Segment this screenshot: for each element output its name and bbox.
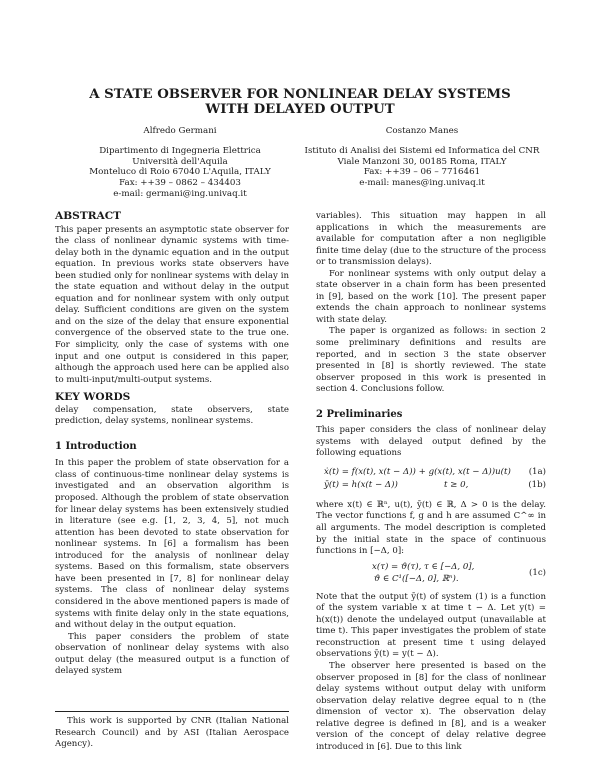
footnote-rule: [55, 711, 289, 712]
paragraph-chain-approach: For nonlinear systems with only output delay a state observer in a chain form has been presented in [9], based on the work [10]. The present paper extends the chain approach to nonlinear systems with state delay.: [316, 268, 546, 325]
author-email: e-mail: germani@ing.univaq.it: [113, 188, 247, 199]
footnote: This work is supported by CNR (Italian National Research Council) and by ASI (Italian Aerospace Agency).: [55, 716, 289, 749]
introduction-paragraph-2: This paper considers the problem of state observation of nonlinear delay systems with also output delay (the measured output is a function of delayed system: [55, 631, 289, 677]
abstract-text: This paper presents an asymptotic state observer for the class of nonlinear dynamic systems with time-delay both in the dynamic equation and in the output equation. In previous works state observers have been studied only for nonlinear systems with delay in the state equation and without delay in the output equation and for nonlinear system with only output delay. Sufficient conditions are given on the system and on the size of the delay that ensure exponential convergence of the observed state to the true one. For simplicity, only the case of systems with one input and one output is considered in this paper, although the approach used here can be applied also to multi-input/multi-output systems.: [55, 224, 289, 385]
equation-block-1ab: [316, 466, 546, 496]
equation-number-1a: (1a): [528, 466, 546, 477]
author-name: Alfredo Germani: [143, 126, 217, 136]
equation-1b: ȳ(t) = h(x(t − Δ)): [324, 479, 398, 490]
author-affiliation-line: Viale Manzoni 30, 00185 Roma, ITALY: [337, 156, 507, 167]
title-line-1: A STATE OBSERVER FOR NONLINEAR DELAY SYSTEMS: [89, 87, 511, 102]
paragraph-continuation: variables). This situation may happen in all applications in which the measurements are available for computation after a non negligible finite time delay (due to the structure of the process or to transmission delays).: [316, 211, 546, 268]
equation-number-1c: (1c): [529, 567, 546, 578]
paragraph-note: Note that the output ȳ(t) of system (1) is a function of the system variable x at time t − Δ. Let y(t) = h(x(t)) denote the undelayed output (unavailable at time t). This paper investigates the problem of state reconstruction at present time t using delayed observations ȳ(t) = y(t − Δ).: [316, 591, 546, 660]
equation-block-1c: [316, 561, 546, 589]
preliminaries-paragraph: This paper considers the class of nonlinear delay systems with delayed output defined by the following equations: [316, 425, 546, 459]
keywords-heading: KEY WORDS: [55, 391, 131, 404]
paragraph-where: where x(t) ∈ ℝⁿ, u(t), ȳ(t) ∈ ℝ, Δ > 0 is the delay. The vector functions f, g and h are assumed C^∞ in all arguments. The model description is completed by the initial state in the space of continuous functions in [−Δ, 0]:: [316, 499, 546, 557]
author-affiliation-line: Università dell'Aquila: [132, 156, 228, 167]
author-fax: Fax: ++39 – 06 – 7716461: [363, 167, 481, 178]
author-name: Costanzo Manes: [385, 126, 459, 136]
author-affiliation-line: Dipartimento di Ingegneria Elettrica: [99, 145, 261, 156]
author-email: e-mail: manes@ing.univaq.it: [359, 178, 485, 189]
equation-number-1b: (1b): [528, 479, 546, 490]
author-block-manes: [300, 126, 544, 189]
author-affiliation-line: Istituto di Analisi dei Sistemi ed Informatica del CNR: [304, 145, 540, 156]
keywords-text: delay compensation, state observers, state prediction, delay systems, nonlinear systems.: [55, 404, 289, 427]
preliminaries-heading: 2 Preliminaries: [316, 408, 403, 420]
paragraph-organization: The paper is organized as follows: in section 2 some preliminary definitions and results are reported, and in section 3 the state observer presented in [8] is shortly reviewed. The state observer proposed in this work is presented in section 4. Conclusions follow.: [316, 326, 546, 395]
equation-1c-line-2: ϑ ∈ C¹([−Δ, 0], ℝⁿ).: [374, 573, 459, 584]
right-column: [316, 211, 546, 753]
author-block-germani: [60, 126, 300, 200]
paragraph-observer: The observer here presented is based on the observer proposed in [8] for the class of nonlinear delay systems without output delay with uniform observation delay relative degree equal to n (the dimension of vector x). The observation delay relative degree is defined in [8], and is a weaker version of the concept of delay relative degree introduced in [6]. Due to this link: [316, 660, 546, 752]
paper-title: [40, 87, 560, 117]
equation-1c-line-1: x(τ) = ϑ(τ), τ ∈ [−Δ, 0],: [372, 561, 475, 572]
introduction-paragraph-1: In this paper the problem of state observation for a class of continuous-time nonlinear delay systems is investigated and an observation algorithm is proposed. Although the problem of state observation for linear delay systems has been extensively studied in literature (see e.g. [1, 2, 3, 4, 5], not much attention has been devoted to state observation for nonlinear systems. In [6] a formalism has been introduced for the analysis of nonlinear delay systems. Based on this formalism, state observers have been presented in [7, 8] for nonlinear delay systems. The class of nonlinear delay systems considered in the above mentioned papers is made of systems with finite delay only in the state equations, and without delay in the output equation.: [55, 458, 289, 631]
equation-1b-condition: t ≥ 0,: [444, 479, 469, 490]
title-line-2: WITH DELAYED OUTPUT: [205, 102, 395, 117]
author-fax: Fax: ++39 – 0862 – 434403: [119, 178, 241, 189]
author-affiliation-line: Monteluco di Roio 67040 L'Aquila, ITALY: [89, 167, 271, 178]
equation-1a: ẋ(t) = f(x(t), x(t − Δ)) + g(x(t), x(t − Δ))u(t): [324, 466, 511, 477]
left-column: [55, 211, 289, 678]
introduction-heading: 1 Introduction: [55, 440, 137, 452]
abstract-heading: ABSTRACT: [55, 210, 122, 222]
